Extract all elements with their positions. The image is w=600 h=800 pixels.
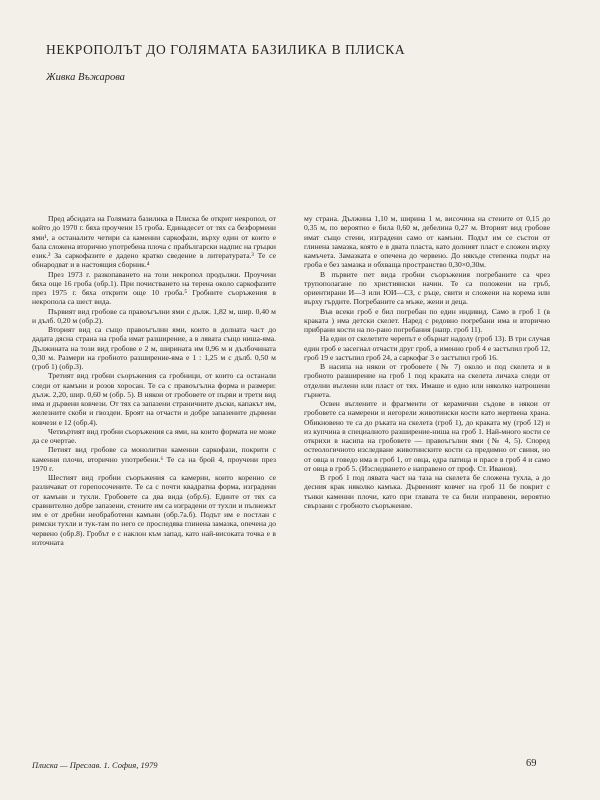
left-text-column: [32, 214, 276, 547]
paragraph: През 1973 г. разкопаването на този некропол продължи. Проучени бяха още 16 гроба (обр.1). При почистването на терена около саркофазите през 1975 г. бяха открити още 10 гроба.⁵ Гробните съоръжения в некропола са шест вида.: [32, 269, 276, 307]
paragraph: Шестият вид гробни съоръжения са камерни, които коренно се различават от горепосочените. Те са с почти квадратна форма, изградени от камъни и тухли. Гробовете са два вида (обр.6). Единте от тях са сравнително добре запазени, стените им са изградени от тухли и пълнежът им е от дребни необработени камъни (обр.7а.б). Подът им е постлан с римски тухли и тук-там по него се проследява глинена замазка, опечена до червено (обр.8). Гробът е с наклон към запад, като най-високата точка е в източната: [32, 473, 276, 547]
paragraph: В гроб 1 под лявата част на таза на скелета бе сложена тухла, а до десния крак няколко камъка. Дървеният ковчег на гроб 11 бе покрит с тънки каменни плочи, като при главата те са били изправени, вероятно свързани с гробното съоръжение.: [304, 473, 550, 510]
article-title: НЕКРОПОЛЪТ ДО ГОЛЯМАТА БАЗИЛИКА В ПЛИСКА: [46, 42, 406, 57]
article-author: Живка Въжарова: [46, 72, 125, 83]
paragraph: Освен въглените и фрагменти от керамични съдове в някои от гробовете са намерени и негорели животински кости като жертвена храна. Обикновено те са до ръката на скелета (гроб 1), до краката му (гроб 12) и из купчина в специалното разширение-ниша на гроб 1. Най-много кости се открихи в насипа на гробовете — правоъгълни ями (№ 4, 5). Според остеологичното изследване животинските кости са предимно от свиня, но от овца и говедо има в гроб 1, от овца, едра патица и прасе в гроб 4 и само от овца в гроб 5. (Изследването е направено от проф. Ст. Иванов).: [304, 399, 550, 473]
paragraph: Първият вид гробове са правоъгълни ями с дълж. 1,82 м, шир. 0,40 м и дълб. 0,20 м (обр.2).: [32, 306, 276, 325]
paragraph: Четвъртият вид гробни съоръжения са ями, на които формата не може да се очертае.: [32, 426, 276, 445]
paragraph: На едни от скелетите черепът е обърнат надолу (гроб 13). В три случая един гроб е засегнал отчасти друг гроб, а именно гроб 4 е застъпил гроб 12, гроб 19 е застъпил гроб 24, а саркофаг 3 е застъпил гроб 16.: [304, 334, 550, 362]
paragraph: Във всеки гроб е бил погребан по един индивид. Само в гроб 1 (в краката ) има детски скелет. Наред с редовно погребани има и вторично прибрани кости на по-рано погребания (напр. гроб 11).: [304, 306, 550, 334]
paragraph: Пред абсидата на Голямата базилика в Плиска бе открит некропол, от който до 1970 г. бяха проучени 15 гроба. Единадесет от тях са безформени ями¹, а останалите четири са каменни саркофази, върху един от които е бала сложена вторично употребена плоча с прабългарски надпис на гръцки език.² За саркофазите е дадено кратко сведение в литературата.³ Те се обнародват и в настоящия сборник.⁴: [32, 214, 276, 270]
paragraph: В насипа на някои от гробовете (№ 7) около и под скелета и в гробното разширение на гроб 1 под краката на скелета личаха следи от отделни въглени или пласт от тях. Имаше и едно или няколко натрошени гърнета.: [304, 362, 550, 399]
footer-citation: Плиска — Преслав. 1. София, 1979: [32, 760, 158, 770]
paragraph: Петият вид гробове са монолитни каменни саркофази, покрити с каменни плочи, вторично употребени.⁶ Те са на брой 4, проучени през 1970 г.: [32, 445, 276, 473]
paragraph: му страна. Дължина 1,10 м, ширина 1 м, височина на стените от 0,15 до 0,35 м, по вероятно е била 0,60 м, дебелина 0,27 м. Вторият вид гробове имат също стени, изградени само от камъни. Подът им се състои от глинена замазка, която е в двата пласта, като долният пласт е сложен върху камъчета. Замазката е опечена до червено. До някъде степенка подът на гроба е без замазка и обхваща пространство 0,30×0,30м.: [304, 214, 550, 270]
paragraph: Вторият вид са също правоъгълни ями, които в долната част до дадата дясна страна на гроба имат разширение, а в лявата също ниша-яма. Дължината на този вид гробове е 2 м, ширината им 0,96 м и дълбочината 0,30 м. Размери на гробното разширение-яма е 1 : 1,25 м с дълб. 0,50 м (гроб 1) (обр.3).: [32, 325, 276, 371]
right-text-column: [304, 214, 550, 510]
paragraph: Третият вид гробни съоръжения са гробници, от които са останали следи от камъни и розов хоросан. Те са с правоъгълна форма и размери: дълж. 2,20, шир. 0,60 м (обр. 5). В някои от гробовете от първи и трети вид има и дървени ковчези. От тях са запазени страничните дъски, капакът им, железните скоби и гвоздеи. Броят на отчасти и добре запазените дървени ковчези е 12 (обр.4).: [32, 371, 276, 427]
page-number: 69: [526, 758, 537, 769]
paragraph: В първите пет вида гробни съоръжения погребаните са чрез трупополагане по християнски начин. Те са положени на гръб, ориентирани И—З или ЮИ—СЗ, с ръце, свити и сложени на корема или върху гърдите. Погребаните са мъже, жени и деца.: [304, 269, 550, 307]
